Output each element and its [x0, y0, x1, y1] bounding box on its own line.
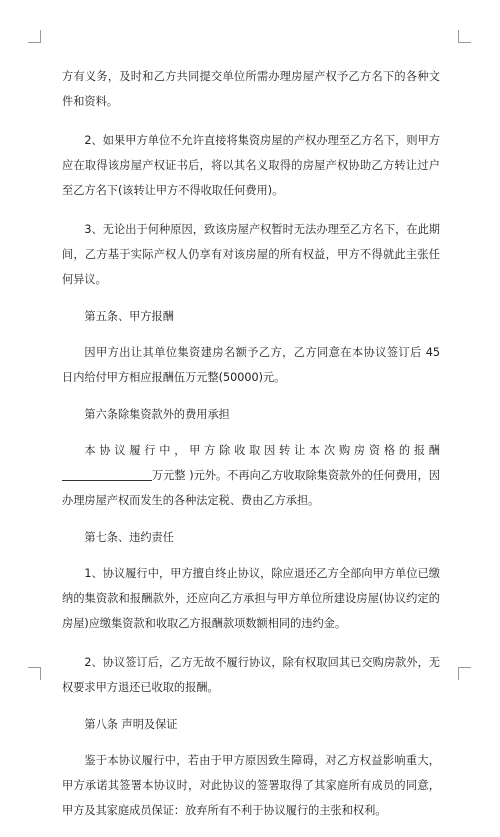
crop-mark-bottom-right — [458, 667, 471, 680]
paragraph: 3、无论出于何种原因，致该房屋产权暂时无法办理至乙方名下，在此期间，乙方基于实际产权人仍享有对该房屋的所有权益，甲方不得就此主张任何异议。 — [62, 223, 440, 286]
document-body — [62, 64, 440, 837]
paragraph: 鉴于本协议履行中，若由于甲方原因致生障碍，对乙方权益影响重大，甲方承诺其签署本协议时，对此协议的签署取得了其家庭所有成员的同意，甲方及其家庭成员保证：放弃所有不利于协议履行的主张和权利。 — [62, 754, 440, 817]
section-heading: 第六条除集资款外的费用承担 — [84, 408, 230, 421]
amount-blank-line — [62, 468, 152, 481]
paragraph: 2、协议签订后，乙方无故不履行协议，除有权取回其已交购房款外，无权要求甲方退还已收取的报酬。 — [62, 656, 440, 694]
crop-mark-top-left — [28, 30, 41, 43]
paragraph-text-before-blank: 本协议履行中，甲方除收取因转让本次购房资格的报酬 — [84, 444, 440, 457]
paragraph-text-after-blank: 万元整 )元外。不再向乙方收取除集资款外的任何费用，因办理房屋产权而发生的各种法定税、费由乙方承担。 — [62, 469, 440, 507]
crop-mark-top-right — [458, 30, 471, 43]
paragraph-with-blank — [62, 438, 440, 513]
section-heading: 第八条 声明及保证 — [84, 718, 178, 731]
paragraph: 2、如果甲方单位不允许直接将集资房屋的产权办理至乙方名下，则甲方应在取得该房屋产权证书后，将以其名义取得的房屋产权协助乙方转让过户至乙方名下(该转让甲方不得收取任何费用)。 — [62, 134, 440, 197]
paragraph: 因甲方出让其单位集资建房名额予乙方，乙方同意在本协议签订后 45 日内给付甲方相应报酬伍万元整(50000)元。 — [62, 346, 440, 384]
section-heading: 第五条、甲方报酬 — [84, 310, 174, 323]
crop-mark-bottom-left — [28, 667, 41, 680]
section-heading: 第七条、违约责任 — [84, 531, 174, 544]
paragraph: 1、协议履行中，甲方擅自终止协议，除应退还乙方全部向甲方单位已缴纳的集资款和报酬款外，还应向乙方承担与甲方单位所建设房屋(协议约定的房屋)应缴集资款和收取乙方报酬款项数额相同的违约金。 — [62, 567, 440, 630]
paragraph: 方有义务，及时和乙方共同提交单位所需办理房屋产权予乙方名下的各种文件和资料。 — [62, 70, 440, 108]
